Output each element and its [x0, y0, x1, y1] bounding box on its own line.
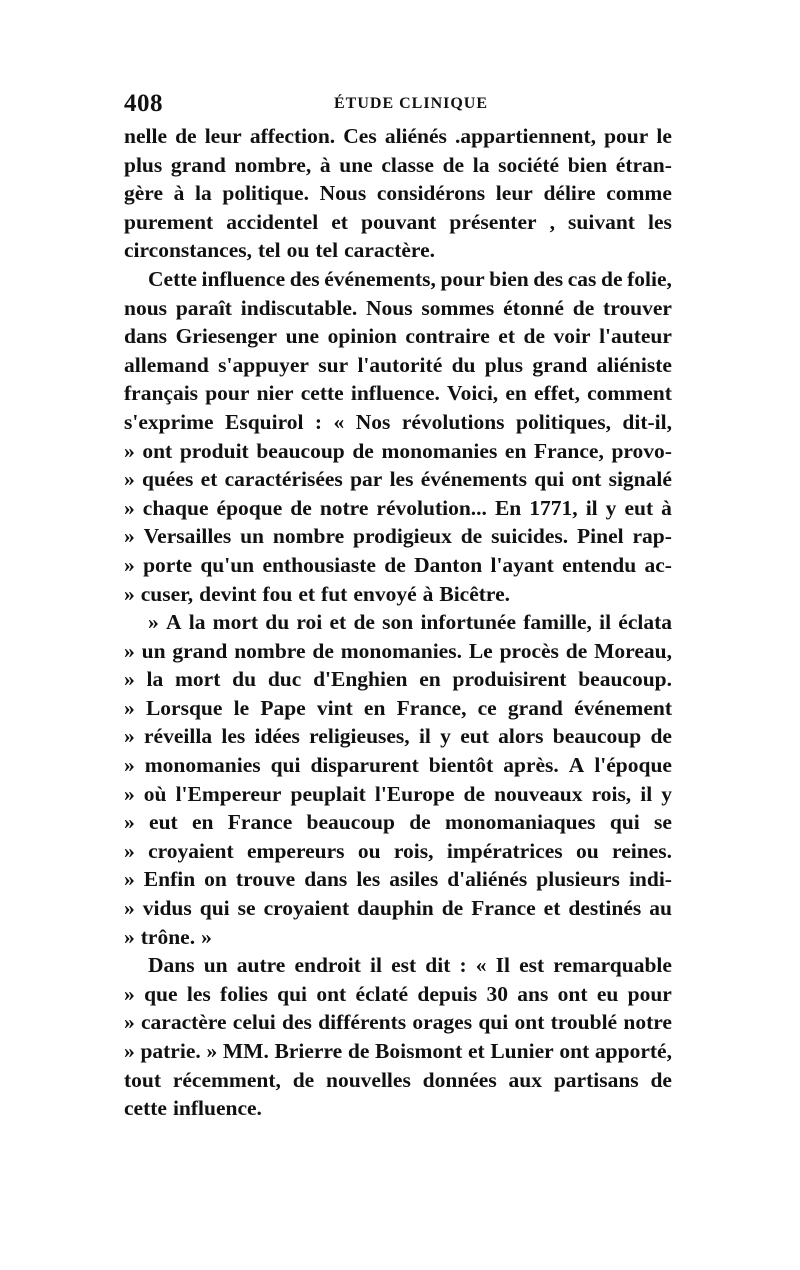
- text-line: gère à la politique. Nous considérons leur délire comme: [124, 181, 672, 206]
- text-line: circonstances, tel ou tel caractère.: [124, 238, 435, 263]
- text-line: nous paraît indiscutable. Nous sommes étonné de trouver: [124, 295, 672, 320]
- text-line: » chaque époque de notre révolution... En 1771, il y eut à: [124, 495, 672, 520]
- text-line: » patrie. » MM. Brierre de Boismont et Lunier ont apporté,: [124, 1039, 672, 1063]
- text-line: » où l'Empereur peuplait l'Europe de nouveaux rois, il y: [124, 781, 672, 806]
- text-line: français pour nier cette influence. Voici, en effet, comment: [124, 381, 672, 406]
- text-line: » que les folies qui ont éclaté depuis 30 ans ont eu pour: [124, 981, 672, 1006]
- text-line: » eut en France beaucoup de monomaniaques qui se: [124, 810, 672, 835]
- text-line: » monomanies qui disparurent bientôt après. A l'époque: [124, 753, 672, 778]
- text-line: s'exprime Esquirol : « Nos révolutions politiques, dit-il,: [124, 409, 672, 434]
- text-line: » vidus qui se croyaient dauphin de France et destinés au: [124, 896, 672, 921]
- page-number: 408: [124, 90, 163, 117]
- text-line: » Enfin on trouve dans les asiles d'aliénés plusieurs indi-: [124, 867, 672, 892]
- text-line: » Versailles un nombre prodigieux de suicides. Pinel rap-: [124, 524, 672, 549]
- text-line: Dans un autre endroit il est dit : « Il est remarquable: [148, 953, 672, 978]
- text-line: cette influence.: [124, 1096, 262, 1121]
- body-text: [124, 122, 672, 1123]
- text-line: » la mort du duc d'Enghien en produisirent beaucoup.: [124, 667, 672, 692]
- text-line: » caractère celui des différents orages qui ont troublé notre: [124, 1010, 672, 1035]
- running-title: ÉTUDE CLINIQUE: [334, 95, 489, 112]
- text-line: » ont produit beaucoup de monomanies en France, provo-: [124, 438, 672, 463]
- text-line: purement accidentel et pouvant présenter , suivant les: [124, 209, 672, 234]
- text-line: tout récemment, de nouvelles données aux partisans de: [124, 1067, 672, 1092]
- text-line: dans Griesenger une opinion contraire et de voir l'auteur: [124, 324, 672, 349]
- text-line: » Lorsque le Pape vint en France, ce grand événement: [124, 695, 672, 720]
- text-line: » quées et caractérisées par les événements qui ont signalé: [124, 467, 672, 492]
- text-line: » A la mort du roi et de son infortunée famille, il éclata: [148, 610, 672, 635]
- text-line: » cuser, devint fou et fut envoyé à Bicêtre.: [124, 581, 510, 606]
- text-line: » réveilla les idées religieuses, il y eut alors beaucoup de: [124, 724, 672, 749]
- text-line: plus grand nombre, à une classe de la société bien étran-: [124, 152, 672, 177]
- text-line: » croyaient empereurs ou rois, impératrices ou reines.: [124, 838, 672, 863]
- text-line: » porte qu'un enthousiaste de Danton l'ayant entendu ac-: [124, 552, 672, 577]
- text-line: allemand s'appuyer sur l'autorité du plus grand aliéniste: [124, 352, 672, 377]
- page-header: [124, 90, 672, 120]
- text-line: Cette influence des événements, pour bien des cas de folie,: [148, 266, 672, 291]
- text-line: » trône. »: [124, 924, 212, 949]
- text-line: » un grand nombre de monomanies. Le procès de Moreau,: [124, 638, 672, 663]
- text-line: nelle de leur affection. Ces aliénés .appartiennent, pour le: [124, 124, 672, 148]
